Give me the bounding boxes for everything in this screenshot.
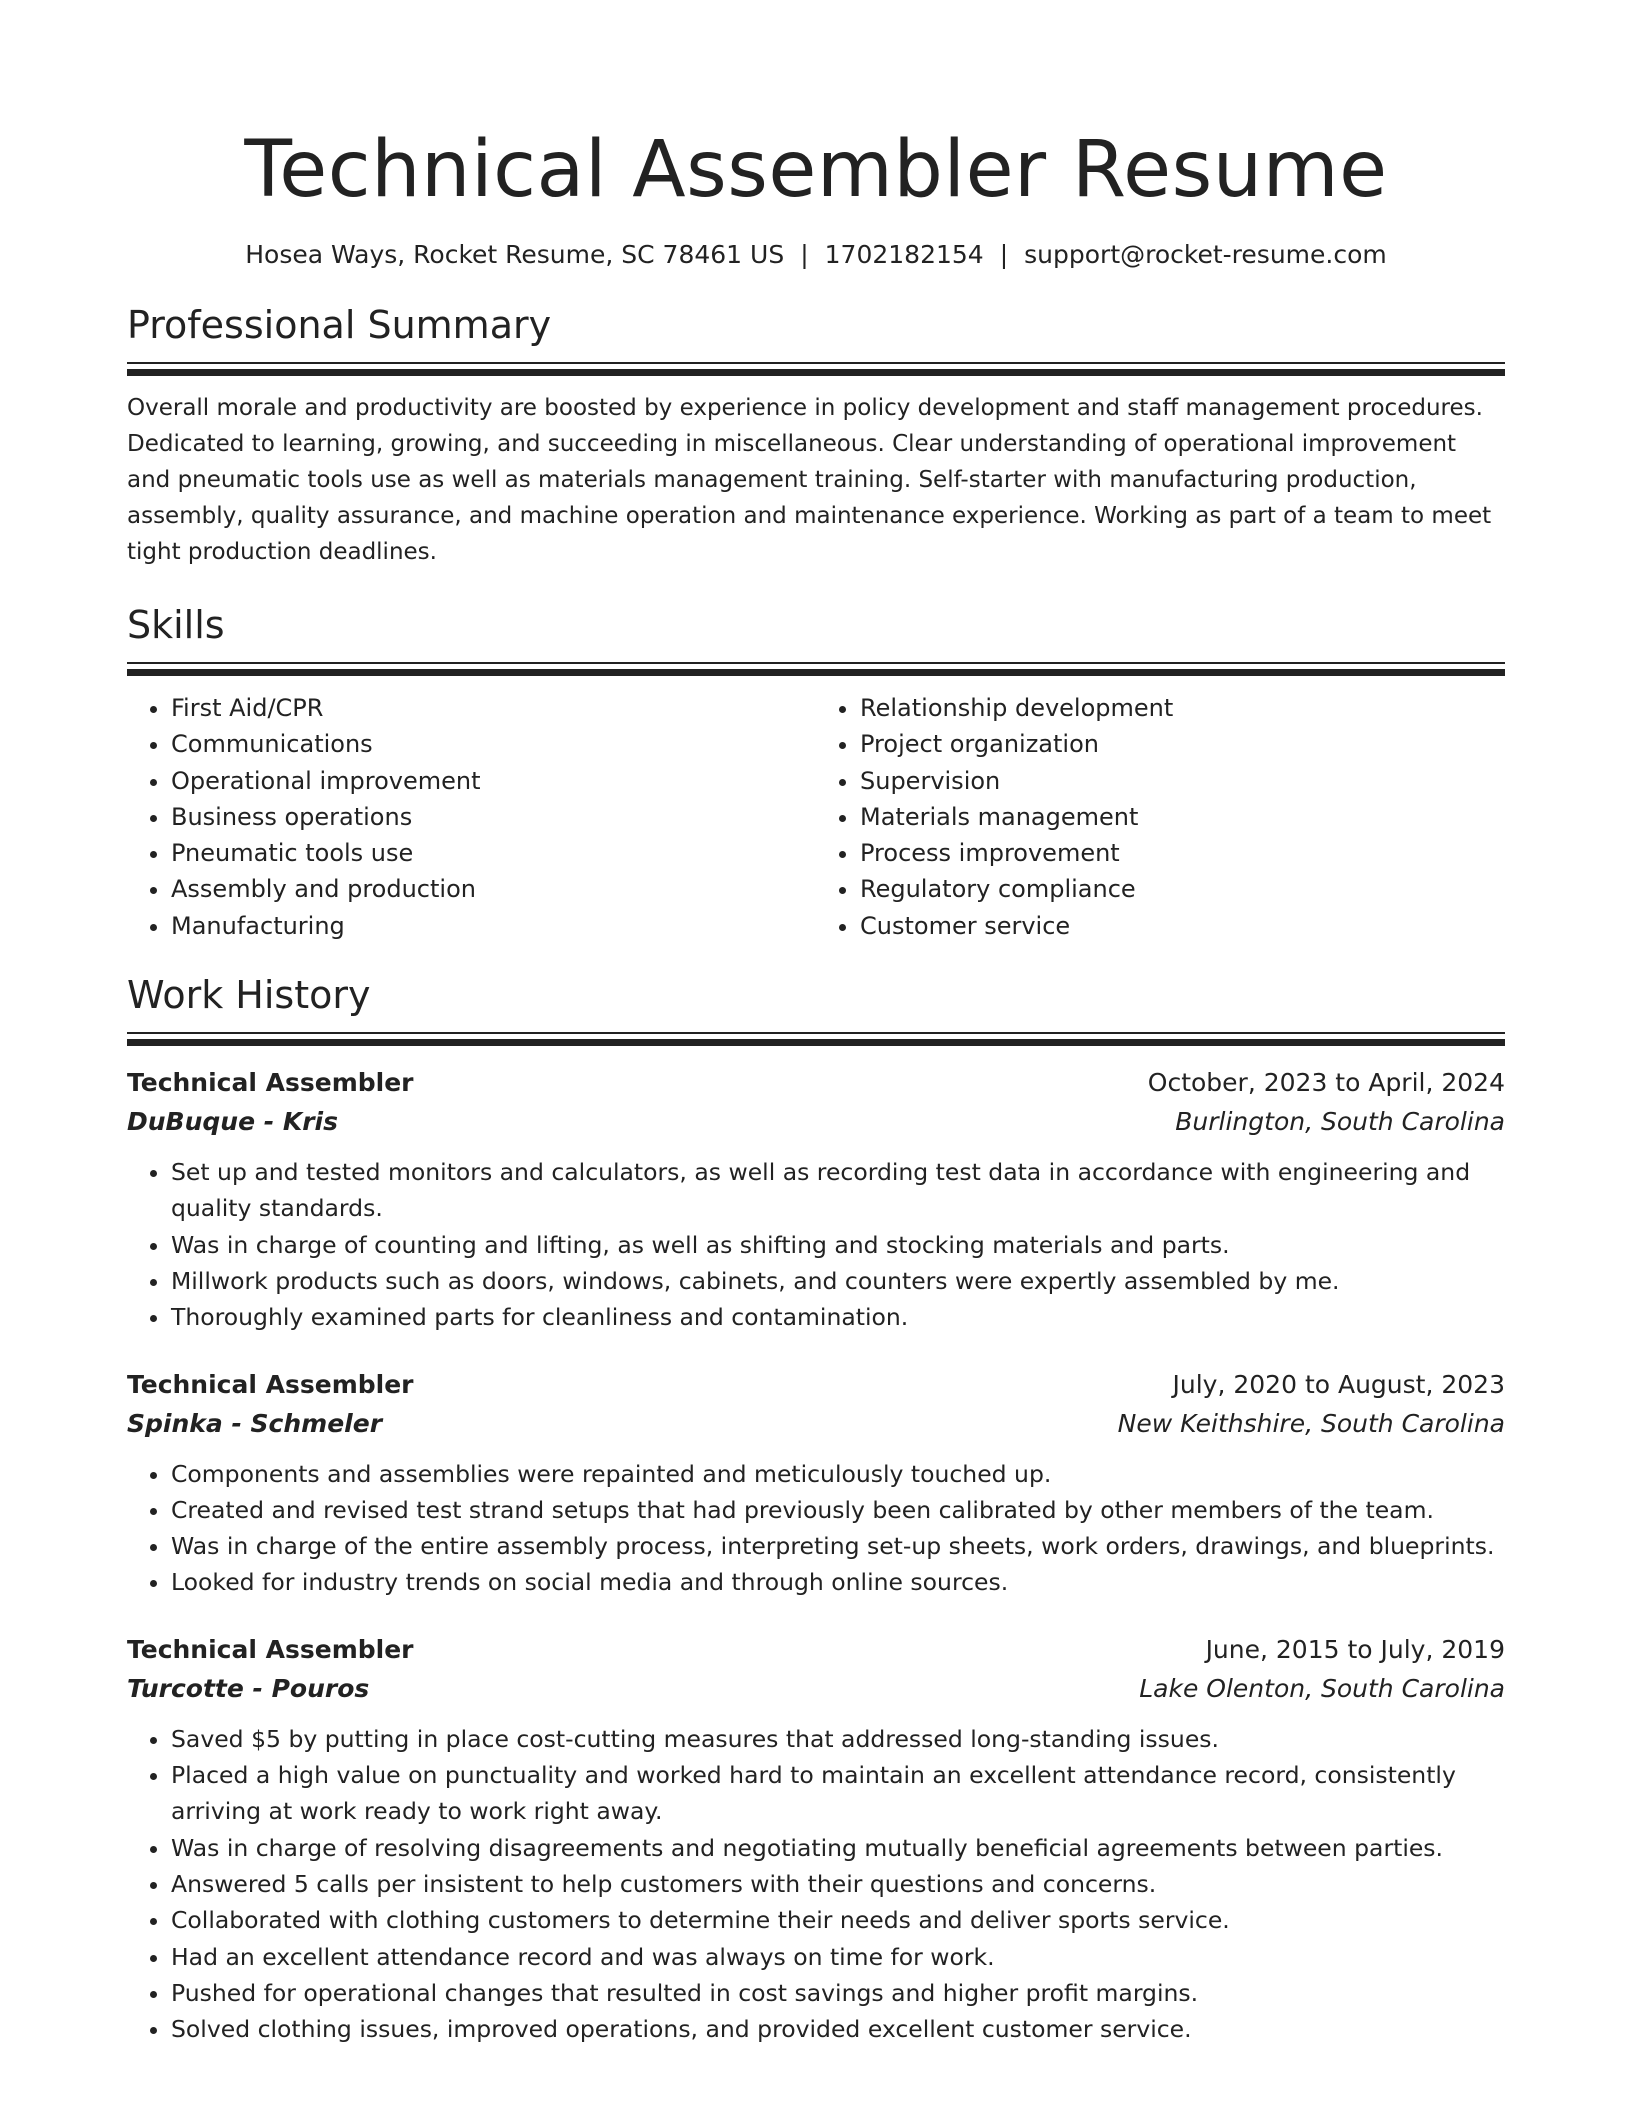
job-location: Burlington, South Carolina bbox=[1175, 1107, 1505, 1137]
job-bullet: • Placed a high value on punctuality and worked hard to maintain an excellent attendance record, consistently arriving at work ready to work right away. bbox=[171, 1757, 1505, 1830]
job-entry bbox=[127, 1064, 1505, 1335]
job-bullet: • Components and assemblies were repainted and meticulously touched up. bbox=[171, 1456, 1505, 1492]
skill-item: • First Aid/CPR bbox=[171, 690, 816, 726]
contact-address: Hosea Ways, Rocket Resume, SC 78461 US bbox=[245, 240, 785, 269]
section-divider bbox=[127, 662, 1505, 676]
job-bullet: • Was in charge of resolving disagreements and negotiating mutually beneficial agreements between parties. bbox=[171, 1830, 1505, 1866]
skills-column-right bbox=[816, 690, 1505, 944]
skill-item: • Business operations bbox=[171, 799, 816, 835]
job-dates: October, 2023 to April, 2024 bbox=[1147, 1068, 1505, 1098]
job-dates: July, 2020 to August, 2023 bbox=[1172, 1369, 1505, 1399]
skill-item: • Regulatory compliance bbox=[860, 871, 1505, 907]
skill-item: • Relationship development bbox=[860, 690, 1505, 726]
job-bullet: • Had an excellent attendance record and was always on time for work. bbox=[171, 1939, 1505, 1975]
skill-item: • Process improvement bbox=[860, 835, 1505, 871]
skill-item: • Supervision bbox=[860, 763, 1505, 799]
job-company: Turcotte - Pouros bbox=[127, 1673, 370, 1703]
skills-column-left bbox=[127, 690, 816, 944]
job-bullet: • Pushed for operational changes that resulted in cost savings and higher profit margins. bbox=[171, 1975, 1505, 2011]
work-history-heading: Work History bbox=[127, 973, 371, 1018]
job-company: DuBuque - Kris bbox=[127, 1107, 338, 1137]
job-location: New Keithshire, South Carolina bbox=[1117, 1408, 1505, 1438]
contact-separator: | bbox=[999, 240, 1009, 269]
job-dates: June, 2015 to July, 2019 bbox=[1205, 1634, 1505, 1664]
skill-item: • Assembly and production bbox=[171, 871, 816, 907]
job-bullet: • Was in charge of counting and lifting, as well as shifting and stocking materials and parts. bbox=[171, 1227, 1505, 1263]
contact-line bbox=[127, 238, 1505, 272]
job-company: Spinka - Schmeler bbox=[127, 1408, 383, 1438]
job-bullet: • Solved clothing issues, improved operations, and provided excellent customer service. bbox=[171, 2011, 1505, 2047]
job-bullet: • Created and revised test strand setups that had previously been calibrated by other members of the team. bbox=[171, 1492, 1505, 1528]
job-bullet: • Thoroughly examined parts for cleanliness and contamination. bbox=[171, 1299, 1505, 1335]
job-bullet: • Answered 5 calls per insistent to help customers with their questions and concerns. bbox=[171, 1866, 1505, 1902]
skill-item: • Operational improvement bbox=[171, 763, 816, 799]
job-title: Technical Assembler bbox=[127, 1369, 414, 1399]
job-entry bbox=[127, 1366, 1505, 1601]
summary-text: Overall morale and productivity are boosted by experience in policy development and staff management procedures. Dedicated to learning, growing, and succeeding in miscellaneous. Clear understanding of operational improvement and pneumatic tools use as well as materials management training. Self-starter with manufacturing production, assembly, quality assurance, and machine operation and maintenance experience. Working as part of a team to meet tight production deadlines. bbox=[127, 395, 1492, 565]
resume-title: Technical Assembler Resume bbox=[244, 125, 1388, 215]
skills-list bbox=[127, 690, 1505, 944]
work-history-section bbox=[127, 970, 1505, 2047]
job-bullets bbox=[127, 1154, 1505, 1335]
skills-section bbox=[127, 600, 1505, 944]
skill-item: • Pneumatic tools use bbox=[171, 835, 816, 871]
summary-heading: Professional Summary bbox=[127, 303, 552, 347]
job-entry bbox=[127, 1631, 1505, 2048]
contact-email: support@rocket-resume.com bbox=[1024, 240, 1387, 269]
job-bullets bbox=[127, 1456, 1505, 1601]
job-bullet: • Collaborated with clothing customers to determine their needs and deliver sports service. bbox=[171, 1902, 1505, 1938]
section-divider bbox=[127, 362, 1505, 376]
job-bullet: • Looked for industry trends on social media and through online sources. bbox=[171, 1564, 1505, 1600]
job-location: Lake Olenton, South Carolina bbox=[1139, 1673, 1505, 1703]
job-title: Technical Assembler bbox=[127, 1068, 414, 1098]
skills-heading: Skills bbox=[127, 603, 225, 647]
job-bullet: • Was in charge of the entire assembly process, interpreting set-up sheets, work orders, drawings, and blueprints. bbox=[171, 1528, 1505, 1564]
job-bullet: • Set up and tested monitors and calculators, as well as recording test data in accordance with engineering and quality standards. bbox=[171, 1154, 1505, 1227]
job-title: Technical Assembler bbox=[127, 1634, 414, 1664]
job-bullet: • Millwork products such as doors, windows, cabinets, and counters were expertly assembled by me. bbox=[171, 1263, 1505, 1299]
contact-phone: 1702182154 bbox=[824, 240, 984, 269]
section-divider bbox=[127, 1032, 1505, 1046]
skill-item: • Materials management bbox=[860, 799, 1505, 835]
skill-item: • Communications bbox=[171, 726, 816, 762]
skill-item: • Manufacturing bbox=[171, 908, 816, 944]
contact-separator: | bbox=[800, 240, 809, 269]
summary-section bbox=[127, 300, 1505, 570]
job-bullets bbox=[127, 1721, 1505, 2048]
skill-item: • Customer service bbox=[860, 908, 1505, 944]
job-bullet: • Saved $5 by putting in place cost-cutting measures that addressed long-standing issues. bbox=[171, 1721, 1505, 1757]
skill-item: • Project organization bbox=[860, 726, 1505, 762]
